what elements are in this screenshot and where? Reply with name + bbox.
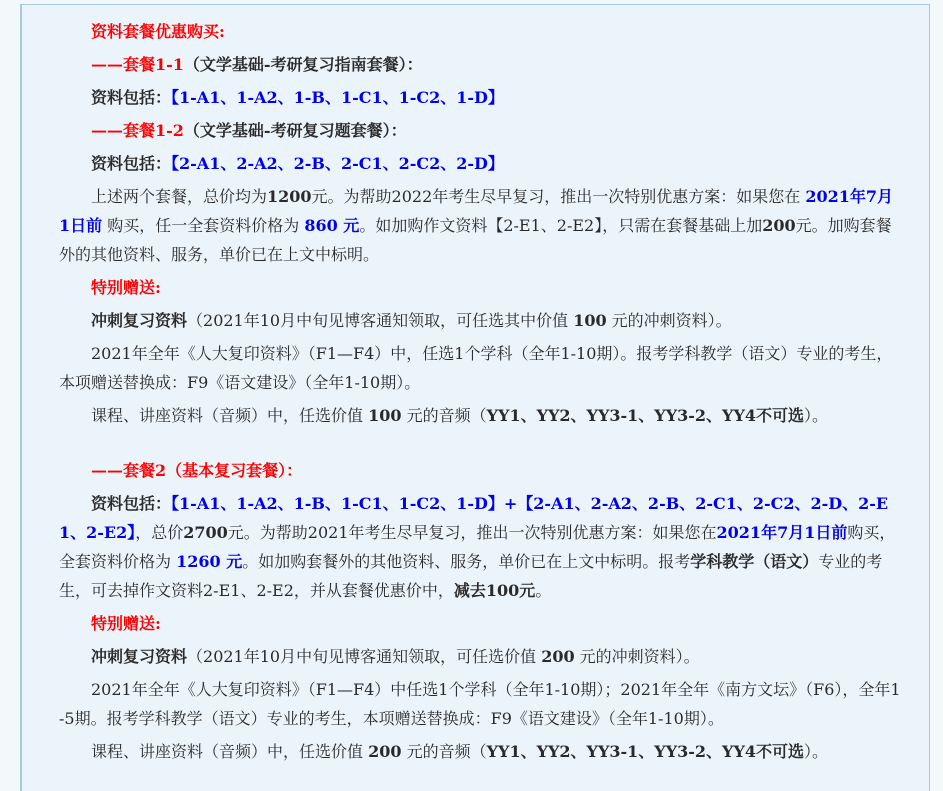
text-run-red: ——套餐1-1 <box>91 55 184 74</box>
text-run-blue: 【2-A1、2-A2、2-B、2-C1、2-C2、2-D】 <box>171 154 504 173</box>
package-1-1-heading <box>59 50 903 79</box>
content-panel <box>20 4 930 791</box>
text-run-bold: （文学基础-考研复习题套餐）： <box>183 121 407 140</box>
gift-2-audio <box>59 737 903 766</box>
text-run-regular: （2021年10月中旬见博客通知领取，可任选其中价值 <box>187 311 574 330</box>
gift-1-audio <box>59 401 903 430</box>
text-run-regular: 元。为帮助2022年考生尽早复习，推出一次特别优惠方案：如果您在 <box>311 187 806 206</box>
text-run-bold: YY1、YY2、YY3-1、YY3-2、YY4不可选 <box>486 406 805 425</box>
text-run-regular: 元的音频（ <box>401 406 487 425</box>
gift-2-sprint <box>59 642 903 671</box>
text-run-bold: 200 <box>541 647 575 666</box>
text-run-regular: 2021年全年《人大复印资料》（F1—F4）中，任选1个学科（全年1-10期）。报考学科教学（语文）专业的考生，本项赠送替换成：F9《语文建设》（全年1-10期）。 <box>59 344 893 392</box>
text-run-blue: 1260 元 <box>176 552 243 571</box>
text-run-red: 特别赠送: <box>91 614 161 633</box>
section-title <box>59 17 903 46</box>
text-run-regular: 元。为帮助2021年考生尽早复习，推出一次特别优惠方案：如果您在 <box>227 523 717 542</box>
blank-line <box>59 434 903 456</box>
text-run-bold: 100 <box>573 311 607 330</box>
package-1-2-contents <box>59 149 903 178</box>
text-run-regular: 2021年全年《人大复印资料》（F1—F4）中任选1个学科（全年1-10期）；2021年全年《南方文坛》（F6），全年1-5期。报考学科教学（语文）专业的考生，本项赠送替换成：F9《语文建设》（全年1-10期）。 <box>59 680 901 728</box>
text-run-regular: （2021年10月中旬见博客通知领取，可任选价值 <box>187 647 542 666</box>
package-1-pricing <box>59 182 903 269</box>
text-run-bold: YY1、YY2、YY3-1、YY3-2、YY4不可选 <box>486 742 805 761</box>
text-run-bold: 200 <box>762 216 796 235</box>
text-run-bold: 学科教学（语文） <box>690 552 819 571</box>
package-2-heading <box>59 456 903 485</box>
text-run-red: ——套餐1-2 <box>91 121 184 140</box>
text-run-bold: 1200 <box>267 187 312 206</box>
text-run-bold: 资料包括： <box>91 88 172 107</box>
text-run-regular: 。 <box>535 581 552 600</box>
text-run-blue: 860 元 <box>304 216 360 235</box>
text-run-regular: 元的冲刺资料）。 <box>606 311 732 330</box>
text-run-regular: 。如加购作文资料【2-E1、2-E2】，只需在套餐基础上加 <box>359 216 763 235</box>
text-run-regular: ）。 <box>804 406 829 425</box>
text-run-bold: 200 <box>368 742 402 761</box>
text-run-regular: 。如加购套餐外的其他资料、服务，单价已在上文中标明。报考 <box>242 552 691 571</box>
package-1-2-heading <box>59 116 903 145</box>
text-run-regular: ）。 <box>804 742 829 761</box>
text-run-regular: 专业的考生，可去掉作文资料2-E1、2-E2，并从套餐优惠价中， <box>59 552 883 600</box>
package-2-pricing <box>59 489 903 605</box>
text-run-regular: 购买，任一全套资料价格为 <box>102 216 305 235</box>
text-run-red: 资料套餐优惠购买: <box>91 22 225 41</box>
text-run-regular: 课程、讲座资料（音频）中，任选价值 <box>91 406 369 425</box>
gift-1-reprint <box>59 339 903 397</box>
text-run-red: 特别赠送: <box>91 278 161 297</box>
text-run-bold: 2700 <box>183 523 228 542</box>
text-run-bold: （文学基础-考研复习指南套餐）： <box>183 55 423 74</box>
gift-2-reprint <box>59 675 903 733</box>
package-1-1-contents <box>59 83 903 112</box>
text-run-regular: 购买，全套资料价格为 <box>59 523 896 571</box>
document-body <box>59 17 903 766</box>
text-run-red: ——套餐2（基本复习套餐）： <box>91 461 303 480</box>
text-run-regular: 上述两个套餐，总价均为 <box>91 187 268 206</box>
text-run-regular: 元的音频（ <box>401 742 487 761</box>
gift-heading-1 <box>59 273 903 302</box>
text-run-bold: 冲刺复习资料 <box>91 647 188 666</box>
text-run-bold: 减去100元 <box>453 581 536 600</box>
text-run-regular: ，总价 <box>135 523 184 542</box>
text-run-regular: 课程、讲座资料（音频）中，任选价值 <box>91 742 369 761</box>
text-run-blue: 2021年7月1日前 <box>716 523 848 542</box>
gift-heading-2 <box>59 609 903 638</box>
text-run-bold: 100 <box>368 406 402 425</box>
text-run-bold: 冲刺复习资料 <box>91 311 188 330</box>
text-run-regular: 元。加购套餐外的其他资料、服务，单价已在上文中标明。 <box>59 216 892 264</box>
text-run-regular: 元的冲刺资料）。 <box>574 647 700 666</box>
text-run-bold: 资料包括： <box>91 494 172 513</box>
text-run-blue: 【1-A1、1-A2、1-B、1-C1、1-C2、1-D】 <box>171 88 504 107</box>
gift-1-sprint <box>59 306 903 335</box>
text-run-blue: 2021年7月1日前 <box>59 187 894 235</box>
text-run-bold: 资料包括： <box>91 154 172 173</box>
text-run-blue: 【1-A1、1-A2、1-B、1-C1、1-C2、1-D】+【2-A1、2-A2、2-B、2-C1、2-C2、2-D、2-E1、2-E2】 <box>59 494 889 542</box>
